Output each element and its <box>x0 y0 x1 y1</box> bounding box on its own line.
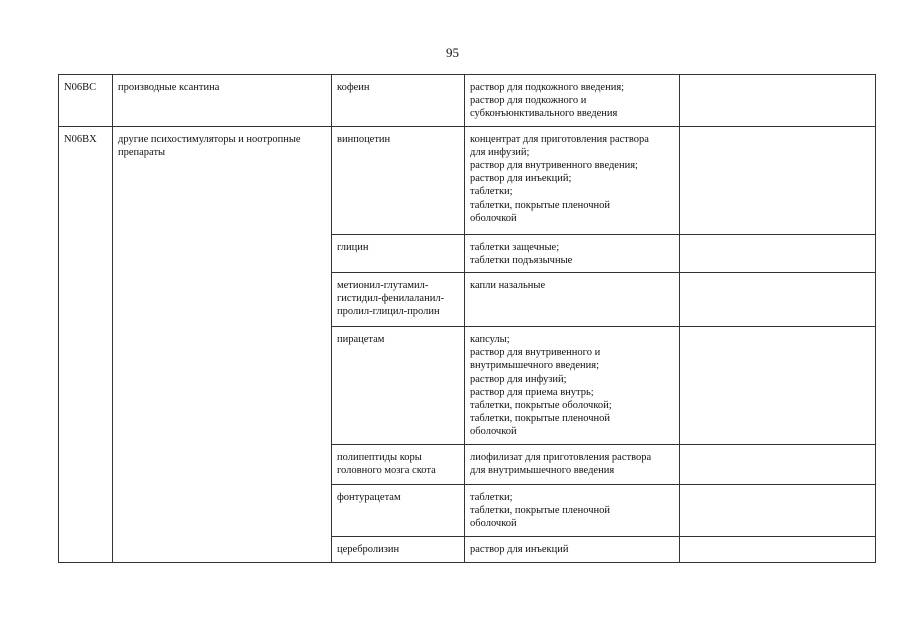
dosage-forms-cell <box>465 485 680 537</box>
substance-name-line: пирацетам <box>337 334 385 346</box>
dosage-forms-cell <box>465 445 680 485</box>
substance-cell <box>332 273 465 327</box>
dosage-form-line: таблетки, покрытые пленочной <box>470 413 611 425</box>
dosage-forms-cell <box>465 273 680 327</box>
dosage-form-line: раствор для внутривенного и <box>470 347 601 359</box>
page-number: 95 <box>446 45 459 60</box>
dosage-form-line: раствор для подкожного и <box>470 95 587 107</box>
substance-name-line: глицин <box>337 241 369 253</box>
empty-cell <box>680 327 876 445</box>
dosage-form-line: лиофилизат для приготовления раствора <box>470 452 652 464</box>
table-row <box>59 75 876 127</box>
dosage-form-line: раствор для инъекций <box>470 544 569 556</box>
dosage-form-line: оболочкой <box>470 212 517 224</box>
atc-code: N06BC <box>64 82 97 93</box>
substance-name-line: гистидил-фенилаланил- <box>337 293 445 305</box>
group-name-cell <box>113 126 332 562</box>
dosage-form-line: раствор для подкожного введения; <box>470 82 625 93</box>
dosage-form-line: таблетки, покрытые пленочной <box>470 199 611 211</box>
dosage-form-line: оболочкой <box>470 426 517 438</box>
substance-name-line: пролил-глицил-пролин <box>337 306 440 318</box>
group-name-line: другие психостимуляторы и ноотропные <box>118 133 301 145</box>
dosage-form-line: для инфузий; <box>470 146 530 158</box>
substance-cell <box>332 485 465 537</box>
drug-table <box>58 74 876 563</box>
dosage-form-line: таблетки; <box>470 492 513 504</box>
dosage-form-line: субконъюнктивального введения <box>470 108 618 120</box>
atc-code-cell <box>59 75 113 127</box>
dosage-form-line: внутримышечного введения; <box>470 360 600 372</box>
substance-cell <box>332 75 465 127</box>
substance-cell <box>332 327 465 445</box>
dosage-forms-cell <box>465 75 680 127</box>
group-name-line: препараты <box>118 146 166 158</box>
dosage-form-line: раствор для приема внутрь; <box>470 386 594 398</box>
dosage-form-line: для внутримышечного введения <box>470 465 615 477</box>
substance-name-line: церебролизин <box>337 544 400 556</box>
substance-name-line: головного мозга скота <box>337 465 436 477</box>
substance-name-line: кофеин <box>337 82 370 93</box>
substance-name-line: фонтурацетам <box>337 492 401 504</box>
dosage-form-line: таблетки подъязычные <box>470 254 573 266</box>
substance-name-line: метионил-глутамил- <box>337 280 429 292</box>
dosage-form-line: раствор для внутривенного введения; <box>470 160 638 172</box>
dosage-forms-cell <box>465 537 680 563</box>
dosage-form-line: таблетки защечные; <box>470 241 560 253</box>
empty-cell <box>680 273 876 327</box>
group-name-cell <box>113 75 332 127</box>
substance-cell <box>332 537 465 563</box>
atc-code: N06BX <box>64 133 97 145</box>
substance-name-line: винпоцетин <box>337 133 391 145</box>
group-name-line: производные ксантина <box>118 82 220 93</box>
dosage-form-line: капли назальные <box>470 280 546 292</box>
dosage-form-line: таблетки; <box>470 186 513 198</box>
substance-cell <box>332 445 465 485</box>
substance-name-line: полипептиды коры <box>337 452 422 464</box>
empty-cell <box>680 75 876 127</box>
substance-cell <box>332 126 465 234</box>
substance-cell <box>332 234 465 272</box>
empty-cell <box>680 485 876 537</box>
empty-cell <box>680 537 876 563</box>
dosage-form-line: таблетки, покрытые оболочкой; <box>470 400 612 412</box>
dosage-form-line: таблетки, покрытые пленочной <box>470 505 611 517</box>
dosage-form-line: капсулы; <box>470 334 510 346</box>
atc-code-cell <box>59 126 113 562</box>
empty-cell <box>680 126 876 234</box>
dosage-forms-cell <box>465 126 680 234</box>
table-row <box>59 126 876 234</box>
dosage-form-line: раствор для инъекций; <box>470 173 572 185</box>
dosage-form-line: оболочкой <box>470 518 517 530</box>
dosage-form-line: концентрат для приготовления раствора <box>470 133 649 145</box>
dosage-form-line: раствор для инфузий; <box>470 373 567 385</box>
dosage-forms-cell <box>465 327 680 445</box>
dosage-forms-cell <box>465 234 680 272</box>
empty-cell <box>680 445 876 485</box>
empty-cell <box>680 234 876 272</box>
